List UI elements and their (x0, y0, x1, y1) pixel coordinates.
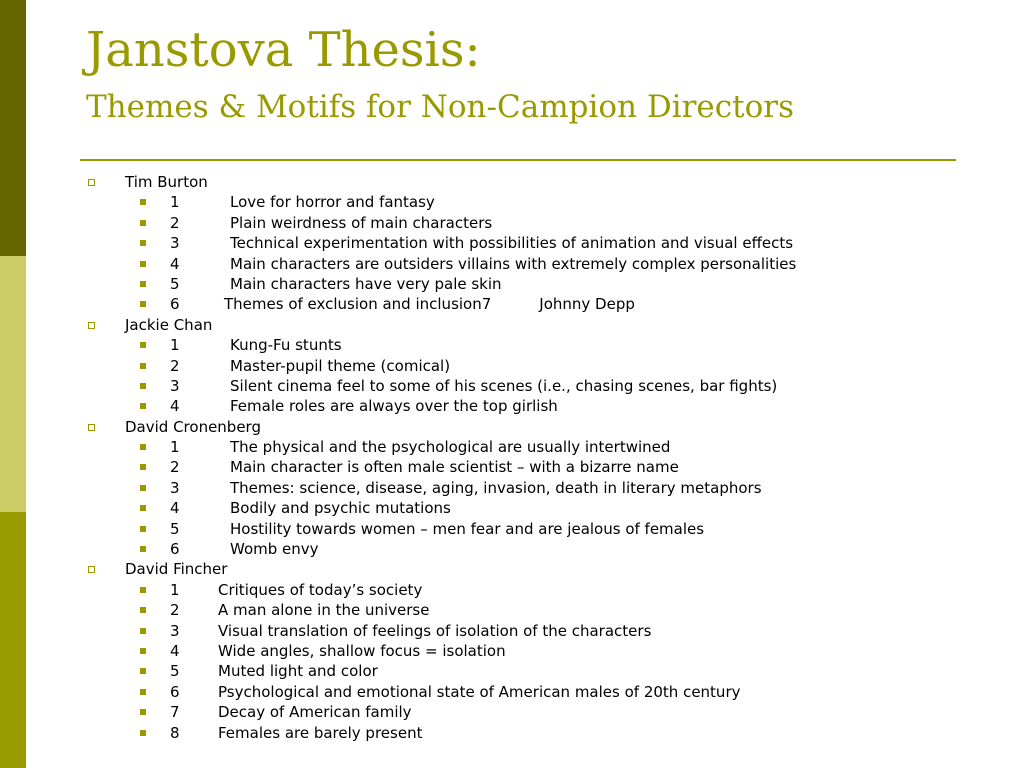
slide-body (0, 172, 1024, 743)
item-number: 1 (170, 438, 180, 457)
item-number: 5 (170, 519, 180, 538)
item-number: 7 (170, 703, 180, 722)
item-number: 2 (170, 356, 180, 375)
item-number: 2 (170, 458, 180, 477)
item-extra-text: Johnny Depp (539, 295, 635, 314)
list-item (0, 641, 1024, 661)
list-item (0, 192, 1024, 212)
item-number: 4 (170, 641, 180, 660)
item-number: 5 (170, 662, 180, 681)
item-number: 1 (170, 580, 180, 599)
list-item (0, 376, 1024, 396)
item-text: Female roles are always over the top girlish (230, 397, 558, 416)
list-item (0, 478, 1024, 498)
list-item (0, 356, 1024, 376)
square-bullet-icon (140, 485, 146, 491)
item-number: 2 (170, 213, 180, 232)
item-text: Main character is often male scientist – with a bizarre name (230, 458, 679, 477)
item-number: 3 (170, 234, 180, 253)
item-text: Critiques of today’s society (218, 580, 423, 599)
list-item (0, 274, 1024, 294)
square-bullet-icon (140, 464, 146, 470)
square-bullet-icon (140, 628, 146, 634)
list-item (0, 498, 1024, 518)
item-number: 8 (170, 723, 180, 742)
square-bullet-icon (140, 648, 146, 654)
square-bullet-icon (140, 730, 146, 736)
item-number: 1 (170, 336, 180, 355)
section-name: Jackie Chan (125, 315, 213, 334)
square-bullet-icon (140, 546, 146, 552)
square-bullet-icon (140, 199, 146, 205)
hollow-square-bullet-icon (88, 566, 95, 573)
section-name: David Cronenberg (125, 417, 261, 436)
hollow-square-bullet-icon (88, 424, 95, 431)
slide-subtitle: Themes & Motifs for Non-Campion Directors (86, 89, 794, 125)
list-item (0, 621, 1024, 641)
item-text: The physical and the psychological are usually intertwined (230, 438, 671, 457)
item-text: Womb envy (230, 540, 319, 559)
item-number: 4 (170, 397, 180, 416)
section-heading (0, 559, 1024, 579)
item-number: 3 (170, 376, 180, 395)
hollow-square-bullet-icon (88, 322, 95, 329)
square-bullet-icon (140, 444, 146, 450)
section-heading (0, 417, 1024, 437)
item-text: Main characters have very pale skin (230, 274, 502, 293)
item-text: Main characters are outsiders villains with extremely complex personalities (230, 254, 797, 273)
item-text: Psychological and emotional state of American males of 20th century (218, 682, 741, 701)
section-name: Tim Burton (125, 173, 208, 191)
square-bullet-icon (140, 240, 146, 246)
item-text: Technical experimentation with possibilities of animation and visual effects (230, 234, 794, 253)
item-number: 6 (170, 540, 180, 559)
item-number: 3 (170, 621, 180, 640)
item-text: Bodily and psychic mutations (230, 499, 451, 518)
item-text: Themes of exclusion and inclusion7 (224, 295, 492, 314)
square-bullet-icon (140, 607, 146, 613)
item-text: Hostility towards women – men fear and are jealous of females (230, 519, 705, 538)
square-bullet-icon (140, 587, 146, 593)
list-item (0, 294, 1024, 314)
list-item (0, 539, 1024, 559)
square-bullet-icon (140, 261, 146, 267)
square-bullet-icon (140, 403, 146, 409)
square-bullet-icon (140, 220, 146, 226)
list-item (0, 457, 1024, 477)
square-bullet-icon (140, 526, 146, 532)
square-bullet-icon (140, 342, 146, 348)
item-number: 4 (170, 254, 180, 273)
square-bullet-icon (140, 383, 146, 389)
item-text: Plain weirdness of main characters (230, 213, 493, 232)
list-item (0, 682, 1024, 702)
section-heading (0, 315, 1024, 335)
list-item (0, 233, 1024, 253)
section-name: David Fincher (125, 560, 228, 579)
item-number: 1 (170, 193, 180, 212)
slide-title: Janstova Thesis: (86, 22, 481, 78)
item-text: Muted light and color (218, 662, 378, 681)
list-item (0, 335, 1024, 355)
square-bullet-icon (140, 689, 146, 695)
square-bullet-icon (140, 668, 146, 674)
item-text: Decay of American family (218, 703, 412, 722)
list-item (0, 702, 1024, 722)
item-number: 6 (170, 682, 180, 701)
item-text: Master-pupil theme (comical) (230, 356, 451, 375)
list-item (0, 254, 1024, 274)
item-number: 5 (170, 274, 180, 293)
list-item (0, 723, 1024, 743)
item-number: 2 (170, 601, 180, 620)
item-text: Love for horror and fantasy (230, 193, 435, 212)
square-bullet-icon (140, 505, 146, 511)
item-text: Themes: science, disease, aging, invasion, death in literary metaphors (230, 478, 762, 497)
item-text: A man alone in the universe (218, 601, 430, 620)
item-number: 4 (170, 499, 180, 518)
item-number: 3 (170, 478, 180, 497)
list-item (0, 213, 1024, 233)
square-bullet-icon (140, 709, 146, 715)
item-text-wrapper (224, 294, 635, 314)
list-item (0, 519, 1024, 539)
item-text: Wide angles, shallow focus = isolation (218, 641, 506, 660)
item-number: 6 (170, 295, 180, 314)
list-item (0, 580, 1024, 600)
item-text: Silent cinema feel to some of his scenes (i.e., chasing scenes, bar fights) (230, 376, 778, 395)
title-divider (80, 159, 956, 161)
item-text: Kung-Fu stunts (230, 336, 342, 355)
square-bullet-icon (140, 363, 146, 369)
item-text: Females are barely present (218, 723, 423, 742)
list-item (0, 661, 1024, 681)
list-item (0, 396, 1024, 416)
list-item (0, 600, 1024, 620)
section-heading (0, 172, 1024, 192)
list-item (0, 437, 1024, 457)
square-bullet-icon (140, 301, 146, 307)
hollow-square-bullet-icon (88, 179, 95, 186)
square-bullet-icon (140, 281, 146, 287)
item-text: Visual translation of feelings of isolation of the characters (218, 621, 652, 640)
